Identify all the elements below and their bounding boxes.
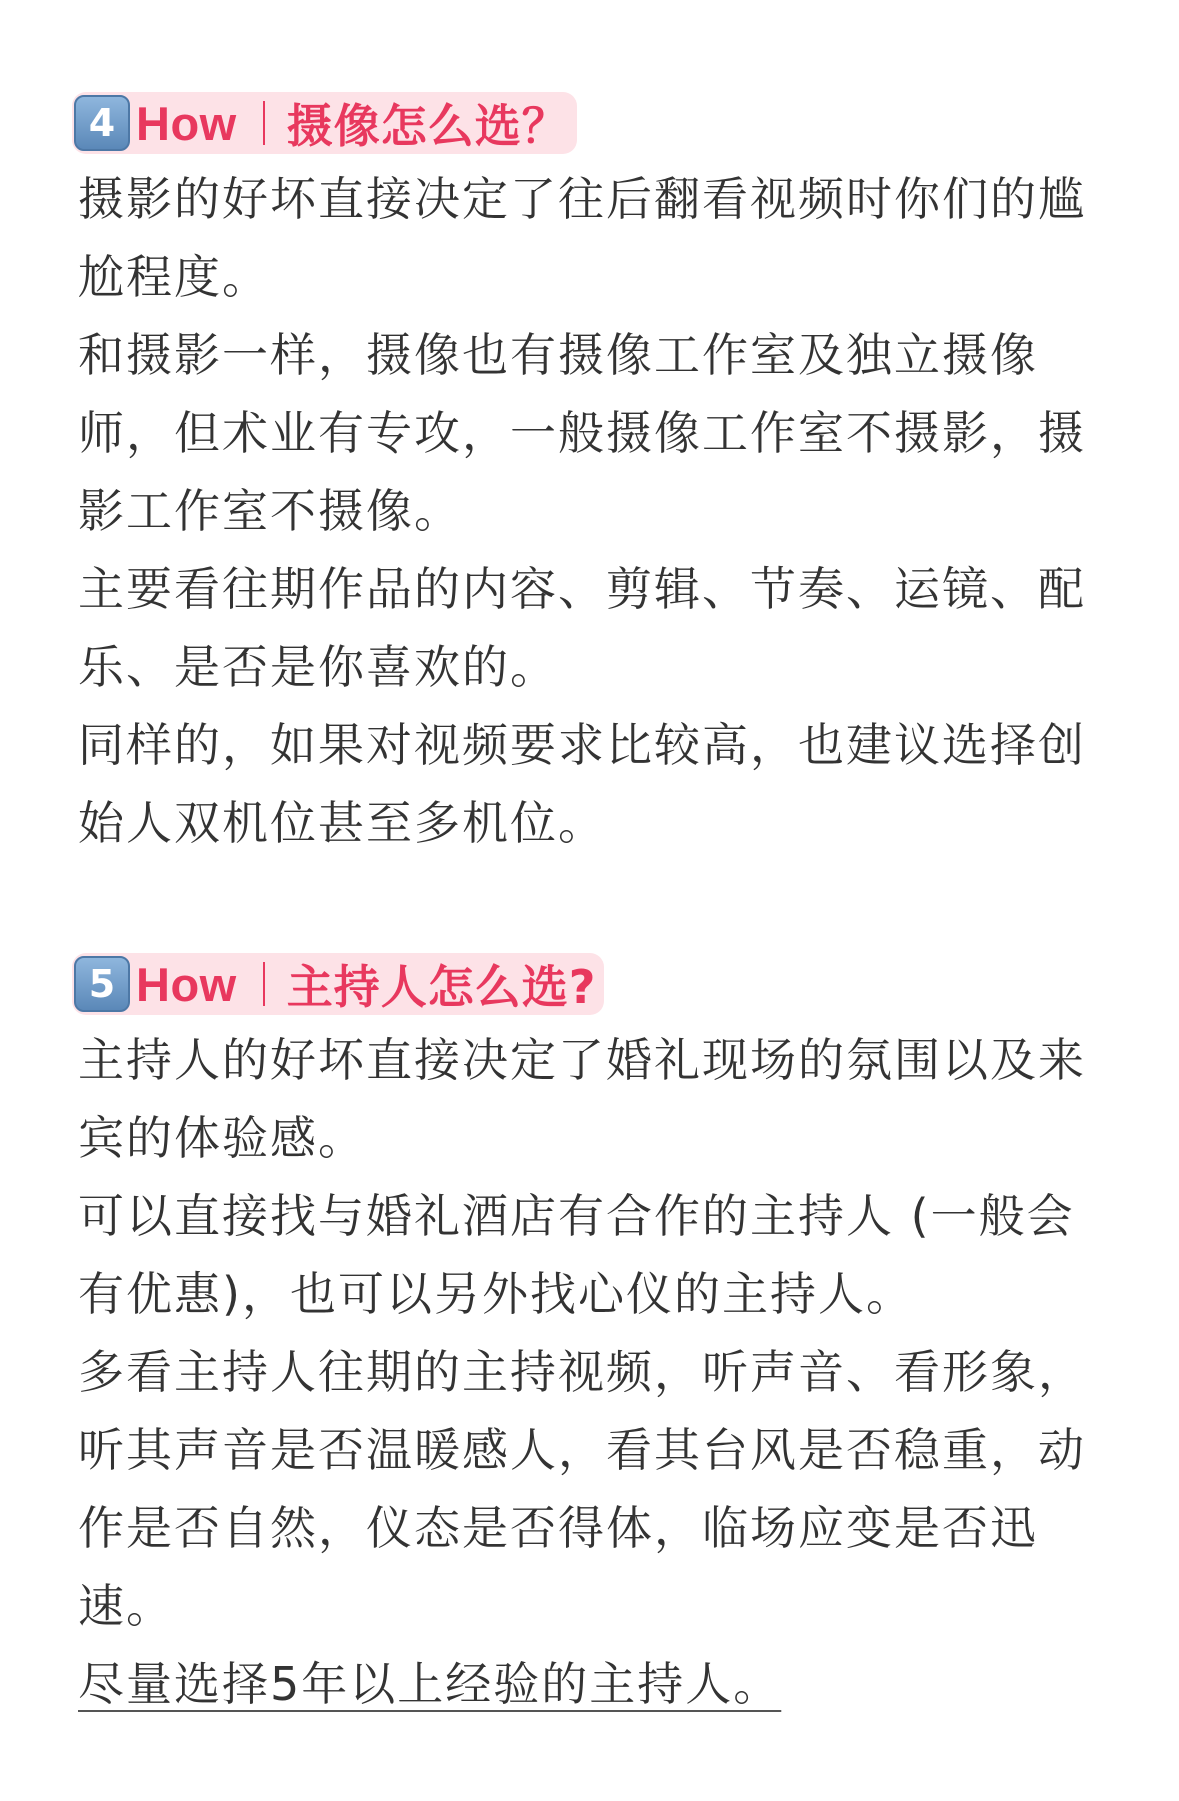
paragraph: 多看主持人往期的主持视频，听声音、看形象，听其声音是否温暖感人，看其台风是否稳重，动作是否自然，仪态是否得体，临场应变是否迅速。 [78,1345,1086,1633]
paragraph: 可以直接找与婚礼酒店有合作的主持人 (一般会有优惠)，也可以另外找心仪的主持人。 [78,1189,1075,1321]
section-heading [72,92,577,154]
heading-divider [263,101,265,145]
section-host [78,953,1118,1723]
section-heading [72,953,604,1015]
paragraph: 主持人的好坏直接决定了婚礼现场的氛围以及来宾的体验感。 [78,1033,1086,1165]
paragraph: 和摄影一样，摄像也有摄像工作室及独立摄像师，但术业有专攻，一般摄像工作室不摄影，摄影工作室不摄像。 [78,328,1086,538]
heading-how: How [136,96,237,150]
heading-title: 主持人怎么选? [286,960,597,1014]
heading-how: How [136,957,237,1011]
paragraph: 摄影的好坏直接决定了往后翻看视频时你们的尴尬程度。 [78,172,1086,304]
heading-title: 摄像怎么选？ [286,99,569,153]
paragraph: 同样的，如果对视频要求比较高，也建议选择创始人双机位甚至多机位。 [78,718,1086,850]
paragraph: 主要看往期作品的内容、剪辑、节奏、运镜、配乐、是否是你喜欢的。 [78,562,1086,694]
number-keycap-icon: 4 [74,95,130,151]
underlined-note: 尽量选择5年以上经验的主持人。 [78,1657,782,1711]
number-keycap-icon: 5 [74,956,130,1012]
heading-divider [263,962,265,1006]
paragraph-underlined [78,1645,1118,1723]
section-camera [78,92,1118,862]
